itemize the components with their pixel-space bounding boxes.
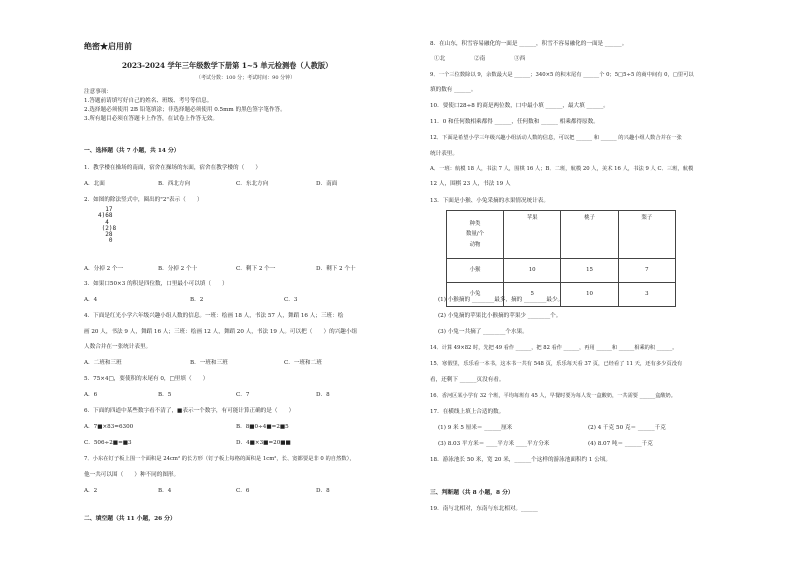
question-13-part-3: (3) 小兔一共摘了 ________个水果。 [438,329,528,335]
option[interactable]: B．4 [158,488,172,494]
question-3: 3．如果口50×3 的积是四位数，口里最小可以填（ ） [84,281,228,287]
option[interactable]: B．西北方向 [158,181,191,187]
question-4-cont: 画 20 人，书法 9 人，舞蹈 16 人；三班：绘画 12 人，舞蹈 20 人，书法 19 人。可以把（ ）的兴趣小组 [84,329,358,335]
question-13-part-2: (2) 小兔摘的苹果比小猴摘的苹果少 ________个。 [438,313,562,319]
question-16: 16．香河区某小学有 32 个班，平均每班有 45 人，早餐时要为每人发一盒酸奶，一共需要 ______盒酸奶。 [430,393,676,399]
table-corner-cell [447,211,504,259]
section-heading: 二、填空题（共 11 小题，26 分） [84,516,176,522]
question-2: 2．如图的除法竖式中，圈出的"2"表示（ ） [84,197,203,203]
column-header: 梨子 [618,211,675,259]
table-cell: 10 [504,259,561,283]
corner-label: 种类 [469,221,481,228]
fill-item[interactable]: (4) 8.07 吨＝ ______千克 [588,441,653,447]
notes-heading: 注意事项： [84,89,112,95]
note-item: 2.选择题必须使用 2B 铅笔填涂；非选择题必须使用 0.5mm 的黑色签字笔作答。 [84,107,286,113]
page-title: 2023-2024 学年三年级数学下册第 1~5 单元检测卷（人教版） [122,61,333,70]
corner-label: 数量/个 [466,231,484,238]
option[interactable]: C．一班和二班 [284,360,322,366]
table-cell: 7 [618,259,675,283]
column-header: 桃子 [561,211,618,259]
figure-line: 28 [98,231,113,239]
option[interactable]: C．3 [284,297,298,303]
note-item: 3.所有题目必须在答题卡上作答，在试卷上作答无效。 [84,116,218,122]
question-12: 12．下面是希望小学三年级兴趣小组活动人数的信息，可以把 ______ 和 ______ 的兴趣小组人数合并在一张 [430,135,682,141]
question-9: 9．一个三位数除以 9，余数最大是 ______；340×5 的积末尾有 ______个 0；5□5÷5 的商中间有 0，□里可以 [430,72,694,78]
option[interactable]: ②南 [474,56,486,62]
option[interactable]: A．北面 [84,181,105,187]
option[interactable]: ①北 [434,56,446,62]
table-cell: 10 [561,283,618,307]
question-9-cont: 填的数有 ______。 [430,87,477,93]
question-1: 1．教学楼在操场的南面，宿舍在操场的东面，宿舍在教学楼的（ ） [84,165,261,171]
option[interactable]: A．4 [84,297,98,303]
option[interactable]: D．8 [316,392,330,398]
figure-line: 4 [98,218,109,226]
option[interactable]: B．8■0÷4■=2■5 [236,424,289,430]
table-row [447,259,676,283]
question-15: 15．寒假里，乐乐看一本书，这本书一共有 548 页，乐乐每天看 37 页，已经看了 11 天，还有多少页没有 [430,361,683,367]
note-item: 1.答题前请填写好自己的姓名、班级、考号等信息。 [84,98,213,104]
question-12-cont: 12 人，围棋 23 人，书法 19 人 [430,181,511,187]
question-15-cont: 看，还剩下 ______页没有看。 [430,377,505,383]
figure-line: 17 [98,206,113,213]
question-7: 7．小东在钉子板上围一个面积是 24cm² 的长方形（钉子板上每格的面积是 1cm²，长、宽都要是非 0 的自然数）， [84,456,355,462]
row-label: 小猴 [447,259,504,283]
option[interactable]: A．二班和三班 [84,360,122,366]
option[interactable]: A．6 [84,392,98,398]
fill-item[interactable]: (2) 4 千克 50 克＝ ______千克 [588,425,666,431]
option[interactable]: C．7 [236,392,250,398]
option[interactable]: D．4■×3■=20■■ [236,440,291,446]
question-13-part-1: (1) 小猴摘的 ________最多，摘的 ________最少。 [438,297,564,303]
table-header-row [447,211,676,259]
option[interactable]: A．7■×83=6300 [84,424,134,430]
column-header: 苹果 [504,211,561,259]
figure-line: 0 [98,237,113,245]
secret-label: 绝密★启用前 [84,41,132,51]
option[interactable]: A．分掉 2 个一 [84,266,124,272]
question-11: 11．0 和任何数相乘都得 ______，任何数和 ______ 相乘都得原数。 [430,119,599,125]
exam-subtitle: （考试分数：100 分；考试时间：90 分钟） [196,75,296,81]
option[interactable]: C．剩下 2 个一 [236,266,276,272]
option[interactable]: B．2 [190,297,204,303]
table-cell: 15 [561,259,618,283]
fruit-table [446,210,676,307]
figure-line: 4)68 [98,212,113,220]
row-label: 小兔 [447,283,504,307]
option[interactable]: B．分掉 2 个十 [158,266,198,272]
question-5: 5．75×4□，要使积的末尾有 0，□里填（ ） [84,376,209,382]
option[interactable]: D．南面 [316,181,338,187]
question-10: 10．要使口28÷8 的商是两位数，口中最小填 ______，最大填 ______。 [430,103,609,109]
question-7-cont: 他一共可以围（ ）种不同的图形。 [84,472,180,478]
question-4: 4．下面是红光小学六年级兴趣小组人数的信息。一班：绘画 18 人，书法 57 人，舞蹈 16 人；三班：绘 [84,313,344,319]
fill-item[interactable]: (3) 8.03 平方米＝ ____平方米 ____平方分米 [438,441,550,447]
question-12-cont: 统计表里。 [430,151,458,157]
option[interactable]: A．2 [84,488,98,494]
table-cell: 3 [618,283,675,307]
section-heading: 一、选择题（共 7 小题，共 14 分） [84,148,180,154]
table-cell: 5 [504,283,561,307]
figure-line: (2)8 [98,224,117,232]
fill-item[interactable]: (1) 9 米 5 厘米＝ ______厘米 [438,425,513,431]
option[interactable]: B．5 [158,392,172,398]
option[interactable]: D．8 [316,488,330,494]
question-17: 17．在横线上填上合适的数。 [430,409,505,415]
question-12-cont: A．一班：航模 18 人，书法 7 人，围棋 16 人；B．二班，航模 20 人，美术 16 人，书法 9 人 C．三班，航模 [430,166,694,172]
question-4-cont: 人数合并在一张统计表里。 [84,344,152,350]
question-18: 18．游泳池长 50 米，宽 20 米，______个这样的游泳池面积约 1 公顷。 [430,457,612,463]
option[interactable]: D．剩下 2 个十 [316,266,356,272]
question-8: 8．在山东，积雪容易融化的一面是 ______，积雪不容易融化的一面是 ______。 [430,41,628,47]
division-figure [98,207,116,245]
question-6: 6．下面的四道中某些数字看不清了，■表示一个数字，有可能计算正确的是（ ） [84,408,295,414]
option[interactable]: C．东北方向 [236,181,269,187]
option[interactable]: C．506÷2■=■3 [84,440,132,446]
question-14: 14．计算 49×82 时，先把 49 看作 ______，把 82 看作 ______，再用 ______和 ______相乘的积 ______。 [430,345,678,351]
corner-label: 动物 [469,241,481,248]
question-19: 19．南与北相对，东南与东北相对。______ [430,506,538,512]
option[interactable]: B．一班和三班 [190,360,228,366]
question-13: 13．下面是小猴、小兔采摘的水果情况统计表。 [430,198,549,204]
section-heading: 三、判断题（共 8 小题，8 分） [430,490,514,496]
option[interactable]: ③西 [514,56,526,62]
option[interactable]: C．6 [236,488,250,494]
